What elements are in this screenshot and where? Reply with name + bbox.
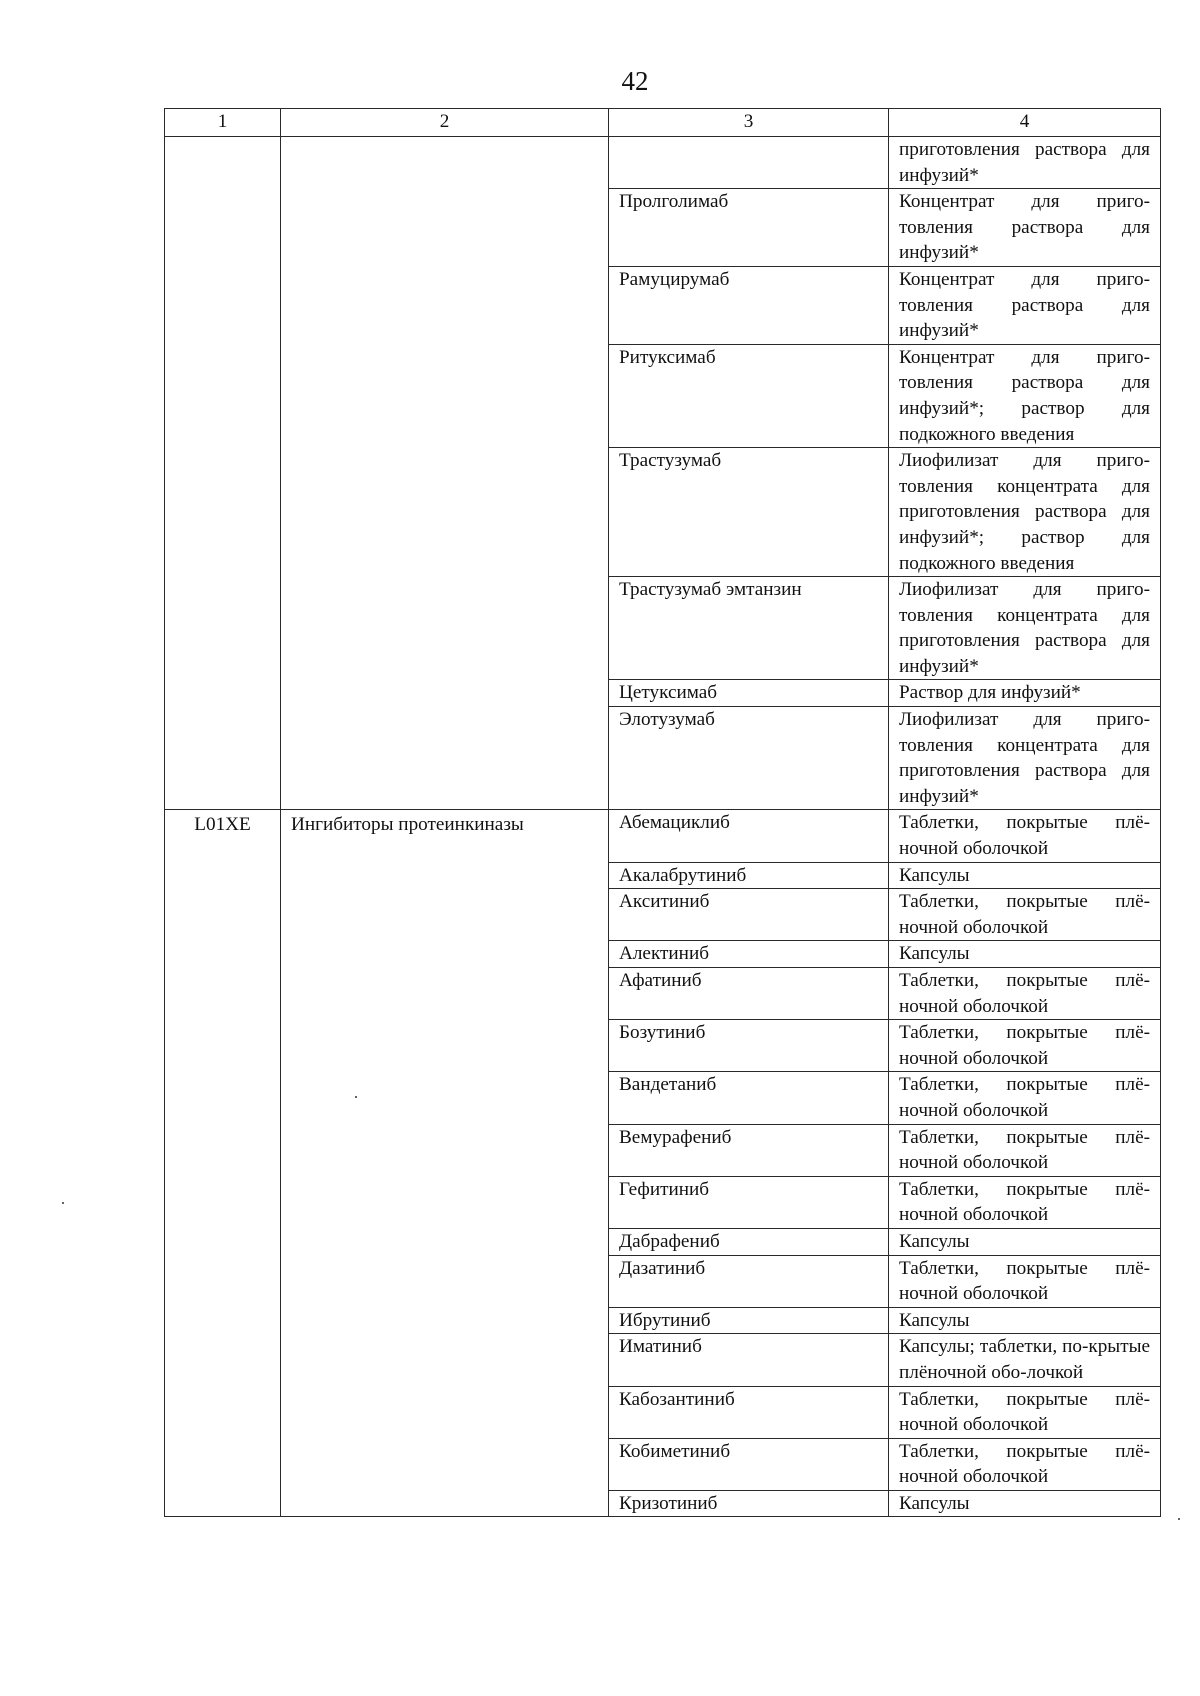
dosage-form-cell: Таблетки, покрытые плё-ночной оболочкой <box>889 1386 1161 1438</box>
drug-name-cell: Кобиметиниб <box>609 1438 889 1490</box>
drug-name-cell: Дабрафениб <box>609 1228 889 1255</box>
drug-name-cell: Абемациклиб <box>609 810 889 862</box>
dosage-form-cell: Концентрат для приго-товления раствора для инфузий* <box>889 266 1161 344</box>
dosage-form-cell: Капсулы <box>889 941 1161 968</box>
table-row <box>165 810 1161 862</box>
dosage-form-cell: Таблетки, покрытые плё-ночной оболочкой <box>889 1124 1161 1176</box>
drug-name-cell: Ибрутиниб <box>609 1307 889 1334</box>
scan-speck <box>355 1096 357 1098</box>
drug-name-cell: Гефитиниб <box>609 1176 889 1228</box>
drug-name-cell: Пролголимаб <box>609 189 889 267</box>
table-header-row <box>165 109 1161 137</box>
dosage-form-cell: Капсулы; таблетки, по-крытые плёночной обо-лочкой <box>889 1334 1161 1386</box>
drug-name-cell: Дазатиниб <box>609 1255 889 1307</box>
drug-name-cell: Вемурафениб <box>609 1124 889 1176</box>
drug-name-cell: Цетуксимаб <box>609 680 889 707</box>
drug-name-cell: Трастузумаб эмтанзин <box>609 577 889 680</box>
dosage-form-cell: Таблетки, покрытые плё-ночной оболочкой <box>889 810 1161 862</box>
dosage-form-cell: Капсулы <box>889 862 1161 889</box>
drug-table <box>164 108 1161 1517</box>
atc-code-cell <box>165 137 281 810</box>
drug-name-cell: Элотузумаб <box>609 707 889 810</box>
drug-name-cell: Кабозантиниб <box>609 1386 889 1438</box>
dosage-form-cell: Капсулы <box>889 1307 1161 1334</box>
dosage-form-cell: Концентрат для приго-товления раствора для инфузий* <box>889 189 1161 267</box>
page-number: 42 <box>621 66 649 96</box>
dosage-form-cell: Таблетки, покрытые плё-ночной оболочкой <box>889 889 1161 941</box>
dosage-form-cell: приготовления раствора для инфузий* <box>889 137 1161 189</box>
drug-name-cell: Трастузумаб <box>609 448 889 577</box>
column-header-2: 2 <box>281 109 609 137</box>
dosage-form-cell: Капсулы <box>889 1228 1161 1255</box>
column-header-3: 3 <box>609 109 889 137</box>
drug-name-cell: Акалабрутиниб <box>609 862 889 889</box>
dosage-form-cell: Таблетки, покрытые плё-ночной оболочкой <box>889 1072 1161 1124</box>
dosage-form-cell: Раствор для инфузий* <box>889 680 1161 707</box>
dosage-form-cell: Таблетки, покрытые плё-ночной оболочкой <box>889 1438 1161 1490</box>
group-name-cell <box>281 137 609 810</box>
drug-name-cell: Афатиниб <box>609 968 889 1020</box>
drug-name-cell: Рамуцирумаб <box>609 266 889 344</box>
table-row <box>165 137 1161 189</box>
dosage-form-cell: Таблетки, покрытые плё-ночной оболочкой <box>889 1020 1161 1072</box>
dosage-form-cell: Лиофилизат для приго-товления концентрата для приготовления раствора для инфузий* <box>889 707 1161 810</box>
drug-name-cell: Кризотиниб <box>609 1490 889 1517</box>
column-header-1: 1 <box>165 109 281 137</box>
drug-name-cell: Алектиниб <box>609 941 889 968</box>
drug-name-cell: Ритуксимаб <box>609 344 889 447</box>
dosage-form-cell: Капсулы <box>889 1490 1161 1517</box>
drug-name-cell: Бозутиниб <box>609 1020 889 1072</box>
drug-name-cell: Вандетаниб <box>609 1072 889 1124</box>
dosage-form-cell: Концентрат для приго-товления раствора для инфузий*; раствор для подкожного введения <box>889 344 1161 447</box>
group-name-cell: Ингибиторы протеинкиназы <box>281 810 609 1517</box>
scan-speck <box>62 1202 64 1204</box>
dosage-form-cell: Таблетки, покрытые плё-ночной оболочкой <box>889 968 1161 1020</box>
atc-code-cell: L01XE <box>165 810 281 1517</box>
dosage-form-cell: Таблетки, покрытые плё-ночной оболочкой <box>889 1255 1161 1307</box>
dosage-form-cell: Таблетки, покрытые плё-ночной оболочкой <box>889 1176 1161 1228</box>
scan-speck <box>1178 1518 1180 1520</box>
table-body <box>165 109 1161 1517</box>
drug-name-cell: Иматиниб <box>609 1334 889 1386</box>
column-header-4: 4 <box>889 109 1161 137</box>
dosage-form-cell: Лиофилизат для приго-товления концентрата для приготовления раствора для инфузий* <box>889 577 1161 680</box>
dosage-form-cell: Лиофилизат для приго-товления концентрата для приготовления раствора для инфузий*; раствор для подкожного введения <box>889 448 1161 577</box>
drug-name-cell: Акситиниб <box>609 889 889 941</box>
drug-name-cell <box>609 137 889 189</box>
